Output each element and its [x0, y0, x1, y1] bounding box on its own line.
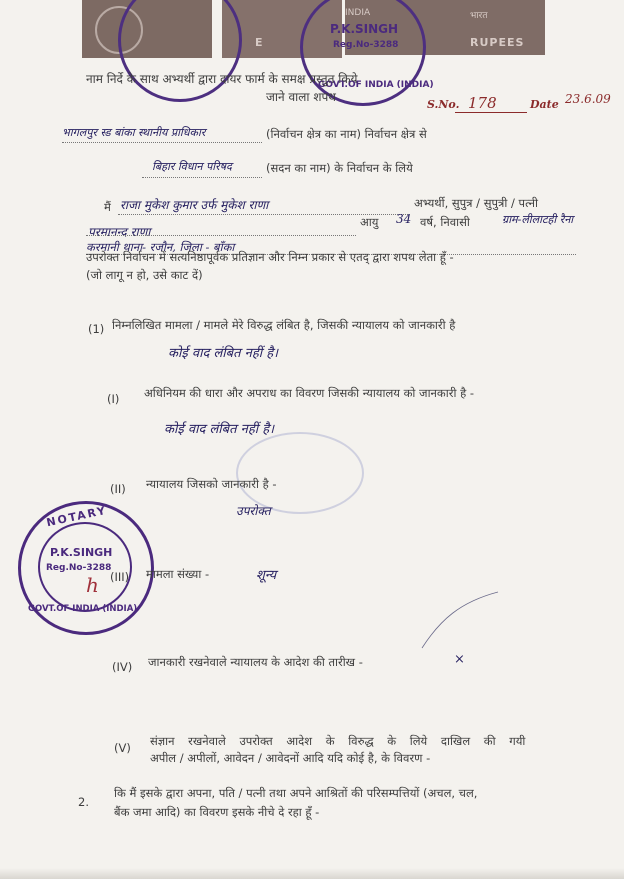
- item-iv-answer: ×: [454, 652, 465, 667]
- oath-line-2: (जो लागू न हो, उसे काट दें): [86, 268, 203, 282]
- page-bottom-edge: [0, 868, 624, 879]
- item-iv-text: जानकारी रखनेवाले न्यायालय के आदेश की तारीख -: [148, 655, 363, 669]
- stamp-rupees-right: RUPEES: [470, 36, 525, 49]
- candidate-address: करमानी थाना- रजौन, जिला - बाँका: [86, 240, 235, 254]
- constituency-label: (निर्वाचन क्षेत्र का नाम) निर्वाचन क्षेत्र से: [266, 127, 427, 141]
- item-v-number: (V): [114, 741, 131, 755]
- item-2-line-2: बैंक जमा आदि) का विवरण इसके नीचे दे रहा हूँ -: [114, 805, 320, 819]
- notary-seal-ring-top: NOTARY: [45, 503, 109, 530]
- notary-stamp-top-reg: Reg.No-3288: [333, 40, 399, 50]
- notary-seal-name: P.K.SINGH: [50, 546, 113, 559]
- notary-stamp-top-name: P.K.SINGH: [330, 22, 399, 36]
- item-ii-answer: उपरोक्त: [236, 504, 271, 518]
- item-i-text: अधिनियम की धारा और अपराध का विवरण जिसकी न्यायालय को जानकारी है -: [144, 386, 474, 400]
- header-line-2: जाने वाला शपथ: [266, 90, 336, 104]
- notary-seal-reg: Reg.No-3288: [46, 563, 112, 573]
- item-i-number: (I): [107, 392, 120, 406]
- item-1-text: निम्नलिखित मामला / मामले मेरे विरुद्ध लंबित है, जिसकी न्यायालय को जानकारी है: [112, 318, 456, 332]
- oath-line-1: उपरोक्त निर्वाचन में सत्यनिष्ठापूर्वक प्रतिज्ञान और निम्न प्रकार से एतद् द्वारा शपथ लेता हूँ -: [86, 250, 454, 264]
- house-name: बिहार विधान परिषद: [152, 160, 232, 173]
- candidate-name: राजा मुकेश कुमार उर्फ मुकेश राणा: [120, 198, 269, 212]
- candidate-prefix: मैं: [104, 200, 111, 214]
- item-ii-number: (II): [110, 482, 126, 496]
- candidate-residence: ग्राम-लीलाटही रैना: [502, 213, 574, 226]
- register-prefix: S.No.: [427, 98, 460, 111]
- notary-seal-ring-bottom: GOVT.OF INDIA (INDIA): [28, 604, 138, 614]
- item-ii-text: न्यायालय जिसको जानकारी है -: [146, 477, 277, 491]
- constituency-name: भागलपुर स्ड बांका स्थानीय प्राधिकार: [62, 126, 206, 139]
- notary-initial: h: [86, 573, 99, 597]
- house-label: (सदन का नाम) के निर्वाचन के लिये: [266, 161, 413, 175]
- register-date-label: Date: [530, 98, 559, 111]
- stamp-panel-text: INDIA: [345, 8, 371, 18]
- candidate-years-label: वर्ष, निवासी: [420, 215, 470, 229]
- item-2-line-1: कि मैं इसके द्वारा अपना, पति / पत्नी तथा अपने आश्रितों की परिसम्पत्तियों (अचल, चल,: [114, 786, 478, 800]
- stamp-rupees-left: E: [255, 36, 263, 49]
- pen-stroke-mark: [420, 590, 500, 650]
- item-iii-number: (III): [110, 570, 130, 584]
- item-iii-text: मामला संख्या -: [146, 567, 210, 581]
- register-date: 23.6.09: [565, 92, 611, 106]
- item-i-answer: कोई वाद लंबित नहीं है।: [164, 422, 275, 437]
- stamp-small-hindi: भारत: [470, 11, 488, 21]
- candidate-age: 34: [396, 212, 412, 226]
- item-1-number: (1): [88, 322, 105, 336]
- notary-stamp-top-govt: GOVT.OF INDIA (INDIA): [318, 80, 434, 90]
- header-line-1: नाम निर्दे के साथ अभ्यर्थी द्वारा दायर फार्म के समक्ष प्रस्तुत किये: [86, 72, 358, 86]
- candidate-age-label: आयु: [360, 215, 379, 229]
- item-1-answer: कोई वाद लंबित नहीं है।: [168, 346, 279, 361]
- register-number: 178: [468, 94, 497, 112]
- item-iii-answer: शून्य: [256, 568, 277, 583]
- item-iv-number: (IV): [112, 660, 133, 674]
- item-v-text: संज्ञान रखनेवाले उपरोक्त आदेश के विरुद्ध के लिये दाखिल की गयी: [150, 734, 526, 748]
- item-2-number: 2.: [78, 795, 89, 809]
- candidate-father: परमानन्द राणा: [88, 225, 151, 239]
- candidate-relation-label: अभ्यर्थी, सुपुत्र / सुपुत्री / पत्नी: [414, 196, 538, 210]
- item-v-text-2: अपील / अपीलों, आवेदन / आवेदनों आदि यदि कोई है, के विवरण -: [150, 751, 431, 765]
